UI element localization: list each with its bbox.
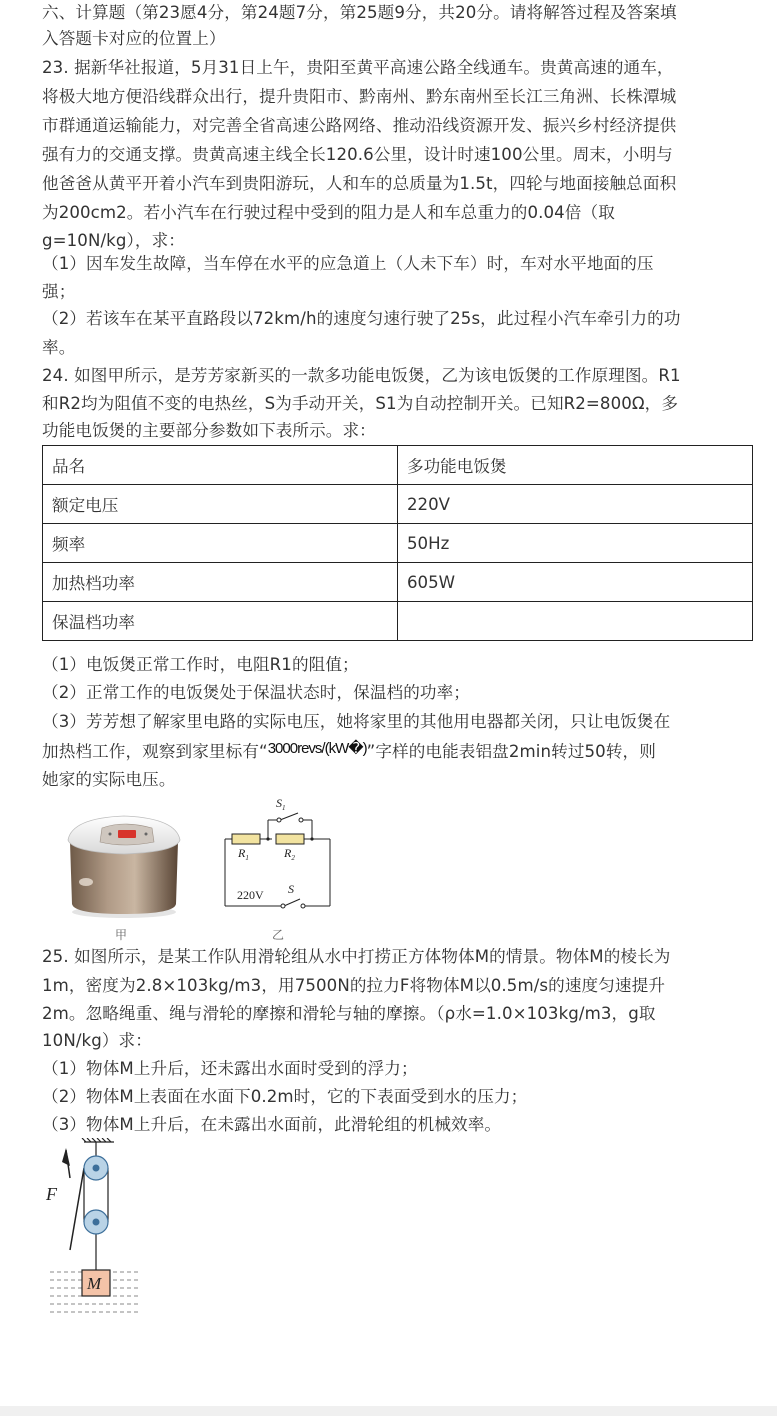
force-label: F: [46, 1184, 57, 1204]
circuit-diagram: [220, 793, 340, 911]
q23-line-6: 为200cm2。若小汽车在行驶过程中受到的阻力是人和车总重力的0.04倍（取: [42, 203, 615, 222]
q24-part3-post: ”字样的电能表铝盘2min转过50转，则: [366, 742, 656, 761]
rice-cooker-params-table: [42, 445, 753, 641]
resistor-r1: [232, 834, 260, 844]
label-r1: $R_1$: [238, 846, 249, 862]
q25-line-3: 2m。忽略绳重、绳与滑轮的摩擦和滑轮与轴的摩擦。（ρ水=1.0×103kg/m3，g取: [42, 1004, 656, 1023]
table-cell-label: 加热档功率: [43, 563, 398, 602]
q23-line-5: 他爸爸从黄平开着小汽车到贵阳游玩，人和车的总质量为1.5t，四轮与地面接触总面积: [42, 174, 677, 193]
q24-part2: （2）正常工作的电饭煲处于保温状态时，保温档的功率；: [42, 683, 470, 702]
q24-part3-line-2: [42, 737, 754, 767]
table-cell-value: 50Hz: [398, 524, 753, 563]
table-row: [43, 485, 753, 524]
label-s1: $S_1$: [276, 796, 286, 812]
q25-part3: （3）物体M上升后，在未露出水面前，此滑轮组的机械效率。: [42, 1115, 502, 1134]
table-row: [43, 446, 753, 485]
table-cell-label: 品名: [43, 446, 398, 485]
q23-line-1: 23. 据新华社报道，5月31日上午，贵阳至黄平高速公路全线通车。贵黄高速的通车，: [42, 58, 674, 77]
label-r2: $R_2$: [284, 846, 295, 862]
table-cell-label: 频率: [43, 524, 398, 563]
meter-constant: 3000revs/(kW�): [267, 740, 367, 757]
q24-part3-line-1: （3）芳芳想了解家里电路的实际电压，她将家里的其他用电器都关闭，只让电饭煲在: [42, 712, 671, 731]
table-row: [43, 563, 753, 602]
q24-part3-pre: 加热档工作，观察到家里标有“: [42, 742, 268, 761]
q23-part2-line-2: 率。: [42, 338, 76, 357]
pulley-diagram: [40, 1138, 140, 1328]
q23-line-4: 强有力的交通支撑。贵黄高速主线全长120.6公里，设计时速100公里。周末，小明与: [42, 145, 673, 164]
q25-part2: （2）物体M上表面在水面下0.2m时，它的下表面受到水的压力；: [42, 1087, 528, 1106]
figure-caption-yi: 乙: [272, 928, 285, 942]
rice-cooker-image: [62, 812, 192, 920]
q25-line-2: 1m，密度为2.8×103kg/m3，用7500N的拉力F将物体M以0.5m/s的速度匀速提升: [42, 976, 666, 995]
section-header-line-1: 六、计算题（第23愿4分，第24题7分，第25题9分，共20分。请将解答过程及答案填: [42, 3, 677, 22]
q24-line-3: 功能电饭煲的主要部分参数如下表所示。求：: [42, 421, 376, 440]
bottom-divider: [0, 1406, 777, 1416]
q23-part1-line-1: （1）因车发生故障，当车停在水平的应急道上（人未下车）时，车对水平地面的压: [42, 254, 654, 273]
resistor-r2: [276, 834, 304, 844]
q24-part3-line-3: 她家的实际电压。: [42, 770, 176, 789]
q25-line-1: 25. 如图所示，是某工作队用滑轮组从水中打捞正方体物体M的情景。物体M的棱长为: [42, 947, 671, 966]
q24-line-1: 24. 如图甲所示，是芳芳家新买的一款多功能电饭煲，乙为该电饭煲的工作原理图。R1: [42, 366, 681, 385]
table-cell-value: 605W: [398, 563, 753, 602]
table-cell-label: 保温档功率: [43, 602, 398, 641]
table-cell-value: 多功能电饭煲: [398, 446, 753, 485]
table-cell-label: 额定电压: [43, 485, 398, 524]
q24-part1: （1）电饭煲正常工作时，电阻R1的阻值；: [42, 655, 359, 674]
q25-part1: （1）物体M上升后，还未露出水面时受到的浮力；: [42, 1059, 418, 1078]
q23-line-3: 市群通道运输能力，对完善全省高速公路网络、推动沿线资源开发、振兴乡村经济提供: [42, 116, 677, 135]
q23-line-7: g=10N/kg），求：: [42, 231, 185, 250]
object-m-label: M: [87, 1274, 102, 1293]
q23-part1-line-2: 强；: [42, 282, 76, 301]
label-220v: 220V: [237, 888, 264, 902]
table-row: [43, 524, 753, 563]
label-s: S: [288, 882, 294, 896]
section-header-line-2: 入答题卡对应的位置上）: [42, 29, 226, 48]
table-cell-value: 220V: [398, 485, 753, 524]
table-cell-value: [398, 602, 753, 641]
table-row: [43, 602, 753, 641]
figure-caption-jia: 甲: [115, 928, 128, 942]
q25-line-4: 10N/kg）求：: [42, 1031, 152, 1050]
q23-part2-line-1: （2）若该车在某平直路段以72km/h的速度匀速行驶了25s，此过程小汽车牵引力的功: [42, 309, 681, 328]
q23-line-2: 将极大地方便沿线群众出行，提升贵阳市、黔南州、黔东南州至长江三角洲、长株潭城: [42, 87, 677, 106]
q24-line-2: 和R2均为阻值不变的电热丝，S为手动开关，S1为自动控制开关。已知R2=800Ω，多: [42, 394, 679, 413]
